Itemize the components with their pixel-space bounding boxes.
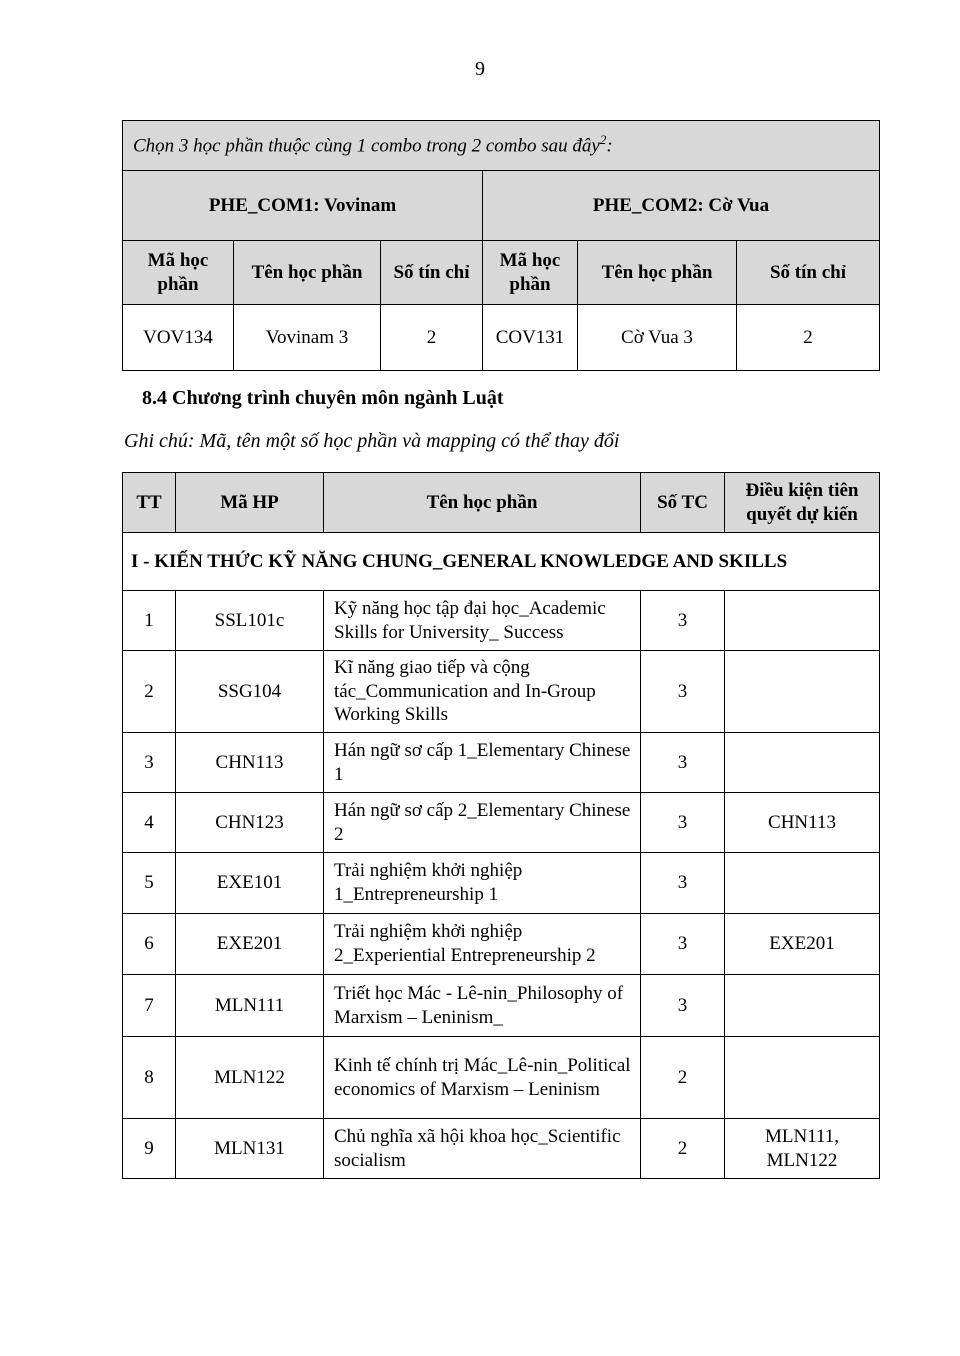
cell-name: Kinh tế chính trị Mác_Lê-nin_Political economics of Marxism – Leninism [324,1037,641,1119]
combo2-course-name: Cờ Vua 3 [578,305,737,371]
combo-caption-row [123,121,880,171]
table-row [123,591,880,651]
combo1-header-credits: Số tín chỉ [381,241,483,305]
cell-code: CHN113 [176,733,324,793]
cell-tt: 8 [123,1037,176,1119]
cell-credits: 3 [641,975,725,1037]
combo-table [122,120,880,371]
combo2-header-code: Mã học phần [483,241,578,305]
section-note: Ghi chú: Mã, tên một số học phần và mapping có thể thay đổi [124,430,620,452]
combo-table-caption [123,121,880,171]
cell-name: Triết học Mác - Lê-nin_Philosophy of Marxism – Leninism_ [324,975,641,1037]
cell-credits: 2 [641,1037,725,1119]
cell-credits: 2 [641,1119,725,1179]
section-row-label: I - KIẾN THỨC KỸ NĂNG CHUNG_GENERAL KNOWLEDGE AND SKILLS [123,533,880,591]
section-heading: 8.4 Chương trình chuyên môn ngành Luật [142,387,504,409]
cell-credits: 3 [641,853,725,914]
cell-tt: 9 [123,1119,176,1179]
table-row [123,733,880,793]
cell-tt: 2 [123,651,176,733]
combo2-title: PHE_COM2: Cờ Vua [483,171,880,241]
header-tt: TT [123,473,176,533]
header-so-tc: Số TC [641,473,725,533]
combo1-course-credits: 2 [381,305,483,371]
table-row [123,1119,880,1179]
combo2-course-code: COV131 [483,305,578,371]
cell-name: Kĩ năng giao tiếp và cộng tác_Communication and In-Group Working Skills [324,651,641,733]
cell-prereq [725,733,880,793]
cell-tt: 6 [123,914,176,975]
header-ten-hoc-phan: Tên học phần [324,473,641,533]
combo2-header-name: Tên học phần [578,241,737,305]
cell-prereq [725,975,880,1037]
table-row [123,1037,880,1119]
curriculum-header-row [123,473,880,533]
cell-code: SSL101c [176,591,324,651]
cell-tt: 4 [123,793,176,853]
table-row [123,975,880,1037]
cell-prereq [725,853,880,914]
cell-tt: 3 [123,733,176,793]
cell-credits: 3 [641,591,725,651]
combo-title-row [123,171,880,241]
cell-name: Hán ngữ sơ cấp 1_Elementary Chinese 1 [324,733,641,793]
cell-prereq [725,651,880,733]
cell-prereq: EXE201 [725,914,880,975]
combo2-course-credits: 2 [737,305,880,371]
cell-code: EXE101 [176,853,324,914]
combo1-header-code: Mã học phần [123,241,234,305]
cell-code: CHN123 [176,793,324,853]
cell-code: MLN131 [176,1119,324,1179]
cell-name: Trải nghiệm khởi nghiệp 1_Entrepreneurship 1 [324,853,641,914]
cell-code: MLN122 [176,1037,324,1119]
cell-code: SSG104 [176,651,324,733]
curriculum-section-row [123,533,880,591]
cell-tt: 7 [123,975,176,1037]
cell-code: EXE201 [176,914,324,975]
cell-credits: 3 [641,733,725,793]
combo1-course-name: Vovinam 3 [234,305,381,371]
cell-prereq [725,1037,880,1119]
cell-name: Kỹ năng học tập đại học_Academic Skills for University_ Success [324,591,641,651]
cell-tt: 5 [123,853,176,914]
cell-code: MLN111 [176,975,324,1037]
cell-credits: 3 [641,651,725,733]
cell-name: Trải nghiệm khởi nghiệp 2_Experiential Entrepreneurship 2 [324,914,641,975]
header-dieu-kien: Điều kiện tiên quyết dự kiến [725,473,880,533]
combo-caption-colon: : [606,135,613,157]
cell-tt: 1 [123,591,176,651]
cell-name: Chủ nghĩa xã hội khoa học_Scientific socialism [324,1119,641,1179]
combo1-course-code: VOV134 [123,305,234,371]
page-content [122,120,880,1179]
table-row [123,651,880,733]
combo-caption-text: Chọn 3 học phần thuộc cùng 1 combo trong 2 combo sau đây [133,135,600,157]
header-ma-hp: Mã HP [176,473,324,533]
combo-caption-footnote-ref: 2 [599,132,607,148]
table-row [123,793,880,853]
combo1-header-name: Tên học phần [234,241,381,305]
cell-prereq: MLN111, MLN122 [725,1119,880,1179]
cell-prereq: CHN113 [725,793,880,853]
combo1-title: PHE_COM1: Vovinam [123,171,483,241]
cell-prereq [725,591,880,651]
table-row [123,305,880,371]
combo-column-header-row [123,241,880,305]
table-row [123,853,880,914]
cell-credits: 3 [641,914,725,975]
curriculum-table [122,472,880,1179]
combo2-header-credits: Số tín chỉ [737,241,880,305]
page-number: 9 [475,58,485,80]
table-row [123,914,880,975]
cell-name: Hán ngữ sơ cấp 2_Elementary Chinese 2 [324,793,641,853]
cell-credits: 3 [641,793,725,853]
